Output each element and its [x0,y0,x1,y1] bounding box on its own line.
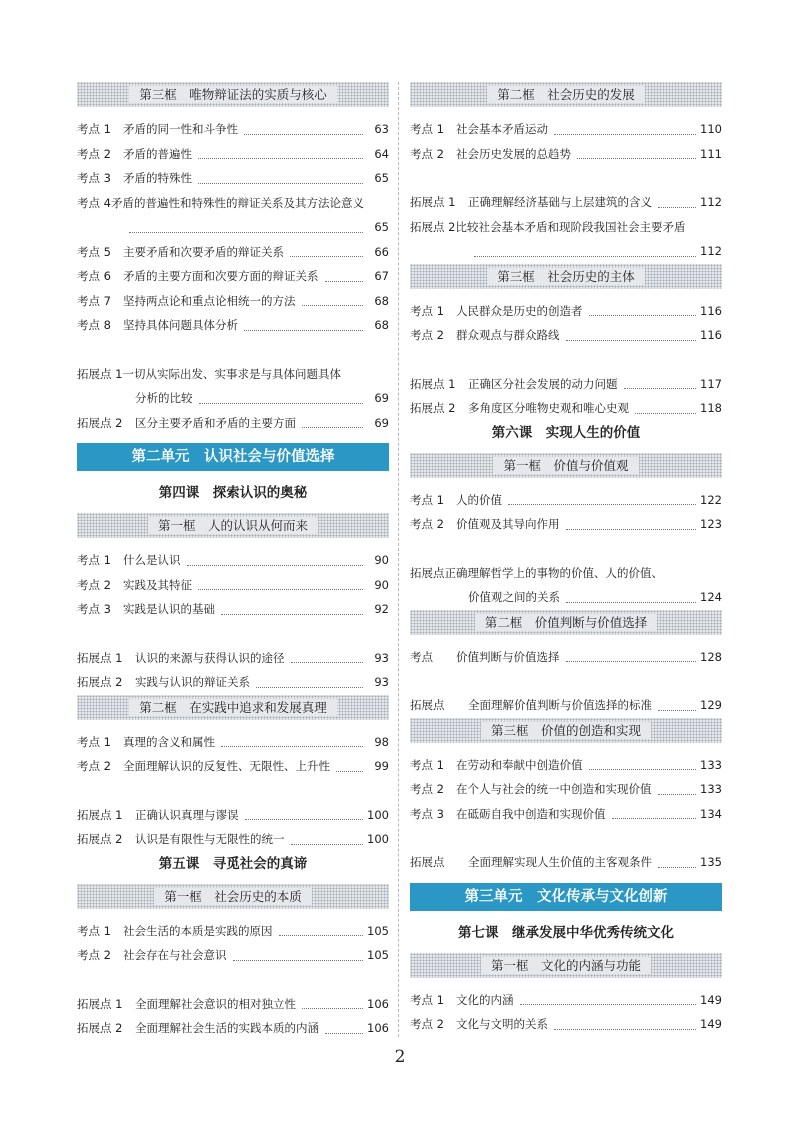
entry-title: 坚持具体问题具体分析 [123,318,238,332]
spacer [77,622,389,646]
entry-label: 拓展点 1 [77,650,123,665]
toc-entry [77,919,389,944]
section-title: 第二框 社会历史的发展 [487,86,645,103]
entry-page: 100 [367,832,389,846]
lesson-title: 第四课 探索认识的奥秘 [158,485,308,501]
entry-title: 社会基本矛盾运动 [456,122,548,136]
entry-page: 149 [700,1017,722,1031]
dot-leader [221,746,363,747]
entry-label: 拓展点 2 [77,1021,123,1035]
toc-entry [410,988,722,1013]
section-title: 第一框 文化的内涵与功能 [481,957,651,974]
entry-label: 考点 2 [410,782,444,796]
spacer [77,338,389,362]
toc-entry [77,362,389,411]
entry-title: 文化与文明的关系 [456,1017,548,1031]
entry-page: 117 [700,376,722,391]
entry-page: 110 [700,122,722,136]
right-toc-column [410,82,722,1037]
entry-label: 拓展点 2 [77,415,123,430]
entry-page: 65 [374,171,389,185]
entry-page: 118 [700,401,722,415]
spacer [410,166,722,190]
toc-entry [410,215,722,264]
dot-leader [198,183,363,184]
dot-leader [508,504,696,505]
unit-banner: 第二单元 认识社会与价值选择 [77,443,389,471]
dot-leader [589,769,697,770]
entry-page: 134 [700,806,722,821]
entry-title: 价值判断与价值选择 [456,649,560,664]
dot-leader [302,1008,363,1009]
entry-page: 106 [367,1021,389,1035]
column-divider [398,82,399,1037]
lesson-title: 第六课 实现人生的价值 [491,424,641,441]
toc-entry [410,561,722,610]
entry-title: 在劳动和奉献中创造价值 [456,757,583,772]
toc-entry [77,1016,389,1041]
entry-page: 149 [700,992,722,1007]
entry-label: 考点 3 [77,602,111,616]
dot-leader [577,158,696,159]
dot-leader [198,158,363,159]
entry-label: 考点 3 [77,171,111,185]
entry-label: 拓展点 2 [77,675,123,689]
entry-page: 100 [367,807,389,822]
entry-line [77,191,389,216]
section-title: 第三框 社会历史的主体 [487,268,645,285]
entry-title: 在个人与社会的统一中创造和实现价值 [456,782,652,796]
entry-title-cont: 分析的比较 [135,391,193,405]
toc-entry [410,512,722,537]
section-title: 第一框 价值与价值观 [493,457,638,474]
entry-title: 实践及其特征 [123,577,192,592]
entry-title: 实践与认识的辩证关系 [135,675,250,689]
dot-leader [325,281,364,282]
entry-label: 拓展点 2 [410,219,456,234]
entry-label: 考点 [410,649,433,664]
spacer [77,968,389,992]
entry-page: 92 [374,602,389,616]
toc-entry [77,670,389,695]
dot-leader [290,256,363,257]
toc-entry [77,264,389,289]
dot-leader [279,935,364,936]
entry-title: 文化的内涵 [456,992,514,1007]
entry-title: 坚持两点论和重点论相统一的方法 [123,293,296,308]
spacer [77,779,389,803]
dot-leader [244,134,363,135]
dot-leader [187,565,364,566]
entry-label: 拓展点 [410,855,445,869]
toc-entry [410,693,722,718]
entry-page: 105 [367,923,389,938]
section-header [77,513,389,538]
entry-label: 拓展点 1 [410,376,456,391]
entry-title-cont: 价值观之间的关系 [468,590,560,604]
toc-entry [410,802,722,827]
entry-page: 112 [700,244,722,258]
entry-line [77,386,389,411]
entry-title: 全面理解价值判断与价值选择的标准 [468,698,652,712]
entry-label: 考点 1 [410,492,444,507]
dot-leader [566,529,697,530]
toc-entry [410,117,722,142]
section-header [410,610,722,635]
dot-leader [291,662,364,663]
entry-title: 主要矛盾和次要矛盾的辩证关系 [123,244,284,259]
entry-page: 63 [374,122,389,136]
entry-label: 拓展点 1 [410,195,456,209]
toc-entry [77,754,389,779]
toc-entry [410,645,722,670]
dot-leader [336,771,363,772]
lesson-title: 第七课 继承发展中华优秀传统文化 [458,924,674,941]
toc-entry [77,117,389,142]
section-title: 第二框 在实践中追求和发展真理 [129,699,337,716]
section-header [410,264,722,289]
entry-label: 考点 1 [410,992,444,1007]
section-header [77,82,389,107]
entry-title: 全面理解社会意识的相对独立性 [135,996,296,1011]
entry-page: 65 [374,220,389,234]
entry-line [77,215,389,240]
entry-label: 考点 6 [77,269,111,283]
dot-leader [198,589,363,590]
entry-label: 考点 2 [410,1017,444,1031]
entry-title: 认识的来源与获得认识的途径 [135,650,285,665]
entry-title: 矛盾的同一性和斗争性 [123,122,238,136]
entry-label: 考点 1 [410,122,444,136]
dot-leader [199,403,364,404]
entry-page: 116 [700,303,722,318]
entry-label: 考点 5 [77,244,111,259]
unit-banner: 第三单元 文化传承与文化创新 [410,883,722,911]
toc-entry [77,548,389,573]
dot-leader [612,818,697,819]
entry-title: 比较社会基本矛盾和现阶段我国社会主要矛盾 [455,219,686,234]
toc-entry [410,753,722,778]
dot-leader [566,602,696,603]
toc-entry [77,827,389,852]
toc-entry [77,240,389,265]
entry-page: 93 [374,650,389,665]
entry-label: 考点 2 [77,146,111,161]
dot-leader [291,844,364,845]
entry-title: 全面理解社会生活的实践本质的内涵 [135,1021,319,1035]
entry-label: 拓展点 1 [77,807,123,822]
entry-page: 90 [374,553,389,567]
entry-page: 133 [700,757,722,772]
entry-title: 实践是认识的基础 [123,602,215,616]
entry-title: 区分主要矛盾和矛盾的主要方面 [135,415,296,430]
entry-title: 人的价值 [456,492,502,507]
entry-line [410,239,722,264]
toc-entry [77,803,389,828]
lesson-title: 第五课 寻觅社会的真谛 [158,855,308,872]
section-header [410,453,722,478]
entry-title: 正确区分社会发展的动力问题 [468,376,618,391]
entry-title: 人民群众是历史的创造者 [456,303,583,318]
entry-label: 拓展点 2 [410,401,456,415]
dot-leader [520,1004,697,1005]
dot-leader [221,614,363,615]
toc-entry [77,943,389,968]
entry-title: 社会历史发展的总趋势 [456,146,571,161]
entry-page: 129 [700,698,722,712]
dot-leader [256,687,363,688]
entry-line [77,362,389,387]
entry-label: 考点 2 [77,577,111,592]
entry-label: 拓展点 1 [77,996,123,1011]
section-title: 第三框 唯物辩证法的实质与核心 [129,86,337,103]
dot-leader [566,661,697,662]
entry-label: 考点 2 [410,517,444,531]
toc-entry [410,777,722,802]
entry-page: 93 [374,675,389,689]
entry-label: 考点 2 [77,948,111,962]
dot-leader [233,960,364,961]
spacer [410,826,722,850]
entry-title: 正确理解哲学上的事物的价值、人的价值、 [444,565,663,580]
dot-leader [658,867,696,868]
toc-entry [77,313,389,338]
dot-leader [635,413,696,414]
entry-label: 考点 3 [410,806,444,821]
dot-leader [589,315,697,316]
toc-entry [77,597,389,622]
toc-entry [77,573,389,598]
toc-entry [410,323,722,348]
dot-leader [325,1033,363,1034]
toc-entry [410,142,722,167]
toc-entry [410,372,722,397]
entry-label: 考点 1 [410,757,444,772]
entry-title: 认识是有限性与无限性的统一 [135,832,285,846]
page-number: 2 [394,1047,406,1067]
entry-page: 122 [700,492,722,507]
section-header [410,718,722,743]
section-header [77,884,389,909]
dot-leader [624,388,697,389]
entry-label: 考点 1 [77,553,111,567]
section-header [410,82,722,107]
entry-label: 考点 4 [77,195,111,210]
entry-page: 64 [374,146,389,161]
toc-entry [410,396,722,421]
entry-title: 矛盾的普遍性和特殊性的辩证关系及其方法论意义 [110,195,364,210]
section-header [77,695,389,720]
entry-page: 105 [367,948,389,962]
entry-label: 考点 1 [410,303,444,318]
dot-leader [658,207,696,208]
dot-leader [554,1029,696,1030]
dot-leader [244,330,363,331]
entry-page: 69 [374,391,389,405]
entry-label: 考点 8 [77,318,111,332]
toc-entry [410,1012,722,1037]
entry-label: 拓展点 [410,698,445,712]
section-header [410,953,722,978]
entry-label: 考点 1 [77,923,111,938]
entry-label: 考点 2 [410,146,444,161]
spacer [410,669,722,693]
entry-title: 全面理解认识的反复性、无限性、上升性 [123,759,330,773]
entry-page: 116 [700,328,722,342]
dot-leader [566,340,697,341]
toc-entry [77,142,389,167]
toc-entry [410,299,722,324]
entry-line [410,215,722,240]
entry-label: 考点 2 [77,759,111,773]
entry-page: 68 [374,293,389,308]
dot-leader [658,794,697,795]
dot-leader [474,256,696,257]
entry-label: 考点 7 [77,293,111,308]
entry-title: 真理的含义和属性 [123,734,215,749]
section-title: 第一框 社会历史的本质 [154,888,312,905]
entry-title: 价值观及其导向作用 [456,517,560,531]
entry-page: 124 [700,590,722,604]
entry-page: 69 [374,415,389,430]
entry-label: 考点 1 [77,122,111,136]
entry-label: 拓展点 1 [77,366,123,381]
entry-label: 拓展点 2 [77,832,123,846]
section-title: 第三框 价值的创造和实现 [481,722,651,739]
toc-entry [77,166,389,191]
entry-title: 一切从实际出发、实事求是与具体问题具体 [122,366,341,381]
entry-title: 群众观点与群众路线 [456,328,560,342]
dot-leader [129,232,363,233]
entry-page: 68 [374,318,389,332]
entry-title: 矛盾的特殊性 [123,171,192,185]
entry-page: 123 [700,517,722,531]
toc-entry [410,488,722,513]
toc-entry [77,411,389,436]
entry-line [410,585,722,610]
entry-page: 66 [374,244,389,259]
entry-label: 考点 1 [77,734,111,749]
entry-page: 90 [374,577,389,592]
entry-line [410,561,722,586]
entry-page: 111 [700,146,722,161]
entry-title: 矛盾的主要方面和次要方面的辩证关系 [123,269,319,283]
entry-page: 67 [374,269,389,283]
entry-page: 112 [700,195,722,209]
entry-title: 正确认识真理与谬误 [135,807,239,822]
entry-title: 在砥砺自我中创造和实现价值 [456,806,606,821]
entry-page: 128 [700,649,722,664]
entry-title: 社会生活的本质是实践的原因 [123,923,273,938]
entry-page: 106 [367,996,389,1011]
toc-entry [77,191,389,240]
entry-label: 拓展点 [410,565,445,580]
spacer [410,348,722,372]
toc-entry [77,646,389,671]
dot-leader [658,710,696,711]
entry-page: 133 [700,782,722,796]
entry-page: 99 [374,759,389,773]
section-title: 第一框 人的认识从何而来 [148,517,318,534]
entry-title: 正确理解经济基础与上层建筑的含义 [468,195,652,209]
toc-entry [77,992,389,1017]
entry-page: 98 [374,734,389,749]
section-title: 第二框 价值判断与价值选择 [475,614,658,631]
entry-title: 多角度区分唯物史观和唯心史观 [468,401,629,415]
entry-title: 全面理解实现人生价值的主客观条件 [468,855,652,869]
toc-entry [410,190,722,215]
entry-title: 社会存在与社会意识 [123,948,227,962]
spacer [410,537,722,561]
entry-label: 考点 2 [410,328,444,342]
dot-leader [245,819,364,820]
toc-entry [410,850,722,875]
dot-leader [302,305,364,306]
entry-title: 什么是认识 [123,553,181,567]
left-toc-column [77,82,389,1041]
entry-title: 矛盾的普遍性 [123,146,192,161]
dot-leader [554,134,696,135]
entry-page: 135 [700,855,722,869]
toc-entry [77,289,389,314]
dot-leader [302,427,363,428]
toc-entry [77,730,389,755]
